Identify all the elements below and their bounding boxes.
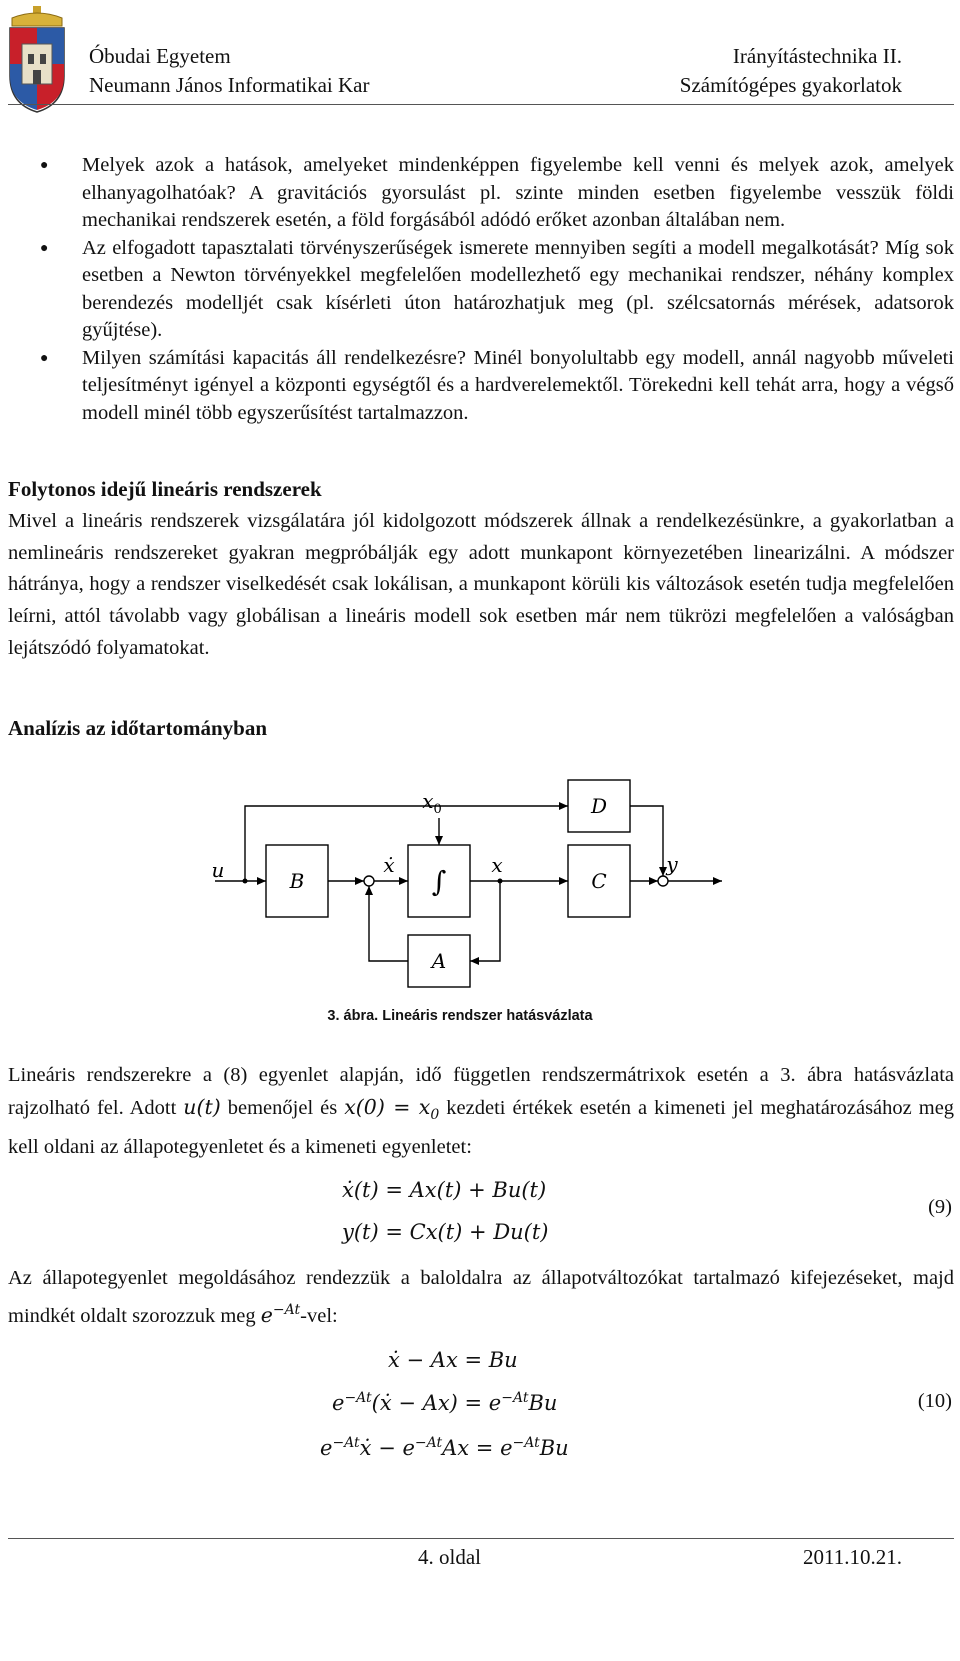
math-initial-condition: $x(0) = x_0$ [344,1094,440,1123]
section-paragraph: Mivel a lineáris rendszerek vizsgálatára jól kidolgozott módszerek állnak a rendelkezésünkre, a gyakorlatban a nemlineáris rendszereket gyakran megpróbálják egy adott munkapont környezetében linearizálni. A módszer hátránya, hogy a rendszer viselkedését csak lokálisan, a munkapont körüli kis változások esetén tudja megfelelően leírni, attól távolabb vagy globálisan a lineáris modell sok esetben már nem tükrözi megfelelően a valóságban lejátszódó folyamatokat. [8,510,954,659]
signal-x-label: x [491,853,503,877]
block-diagram [0,760,960,1000]
equation-number-9: (9) [928,1196,952,1218]
equation-10-line1: ẋ − Ax = Bu [388,1348,518,1372]
signal-u-label: u [211,858,225,882]
header-course: Irányítástechnika II. [732,44,902,68]
list-item: ● Milyen számítási kapacitás áll rendelkezésre? Minél bonyolultabb egy modell, annál nagyobb műveleti teljesítményt igényel a központi egységtől és a hardverelemektől. Törekedni kell tehát arra, hogy a végső modell minél több egyszerűsítést tartalmazzon. [40,346,954,424]
summing-junction-2 [658,876,668,886]
paragraph-state-solution: Az állapotegyenlet megoldásához rendezzük a baloldalra az állapotváltozókat tartalmazó kifejezéseket, majd mindkét oldalt szorozzuk meg $e^{-At}$-vel: [8,1267,954,1327]
label-B: B [289,869,305,893]
label-D: D [590,794,608,818]
university-crest-logo [4,4,70,116]
equation-10-line3: $e^{-At}ẋ - e^{-At}Ax = e^{-At}Bu$ [320,1435,569,1460]
list-item: ● Melyek azok a hatások, amelyeket mindenképpen figyelembe kell venni és melyek azok, amelyek elhanyagolhatóak? A gravitációs gyorsulást pl. szinte minden esetben figyelembe vesszük földi mechanikai rendszerek esetén, a föld forgásából adódó erőket azonban általában nem. [40,154,954,231]
branch-point [498,879,503,884]
bullet-icon: ● [40,158,49,173]
header-university: Óbudai Egyetem [89,44,231,68]
summing-junction-1 [364,876,374,886]
section-heading-linear-systems: Folytonos idejű lineáris rendszerek [8,477,322,501]
footer-divider [8,1538,954,1539]
math-input-signal: u(t) [183,1094,221,1119]
footer-page-number: 4. oldal [418,1545,481,1569]
figure-caption: 3. ábra. Lineáris rendszer hatásvázlata [327,1008,593,1024]
label-integrator: ∫ [431,865,447,898]
label-C: C [591,869,607,893]
footer-date: 2011.10.21. [803,1545,902,1569]
path-A-to-sum [369,886,408,961]
list-item: ● Az elfogadott tapasztalati törvényszerűségek ismerete mennyiben segíti a modell megalkotását? Míg sok esetben a Newton törvényekkel megfelelően modellezhető egy mechanikai rendszer, néhány komplex berendezés modelljét csak kísérleti úton határozhatjuk meg (pl. szélcsatornás mérések, adatsorok gyűjtése). [40,236,954,341]
equation-9-state: ẋ(t) = Ax(t) + Bu(t) [342,1178,547,1202]
section-heading-time-domain: Analízis az időtartományban [8,716,268,740]
considerations-list [40,152,954,427]
header-divider [8,104,954,105]
signal-xdot-label: ẋ [383,853,395,877]
signal-x0-label: $x_0$ [422,789,442,817]
signal-y-label: y [666,852,678,876]
paragraph-equation-intro: Lineáris rendszerekre a (8) egyenlet alapján, idő független rendszermátrixok esetén a 3. ábra hatásvázlata rajzolható fel. Adott u(t) bemenőjel és $x(0) = x_0$ kezdeti értékek esetén a kimeneti jel meghatározásához meg kell oldani az állapotegyenletet és a kimeneti egyenletet: [8,1064,955,1158]
header-subtitle: Számítógépes gyakorlatok [679,73,902,97]
branch-point [243,879,248,884]
label-A: A [431,949,447,973]
path-x-to-A [470,881,500,961]
header-faculty: Neumann János Informatikai Kar [89,73,370,97]
bullet-icon: ● [40,350,49,366]
path-D-to-sum [630,806,663,876]
math-exponential: $e^{-At}$ [260,1301,301,1327]
equation-number-10: (10) [917,1390,952,1412]
equation-10-line2: $e^{-At}(ẋ - Ax) = e^{-At}Bu$ [332,1390,558,1415]
equation-9-output: y(t) = Cx(t) + Du(t) [342,1220,549,1244]
bullet-icon: ● [40,240,49,256]
